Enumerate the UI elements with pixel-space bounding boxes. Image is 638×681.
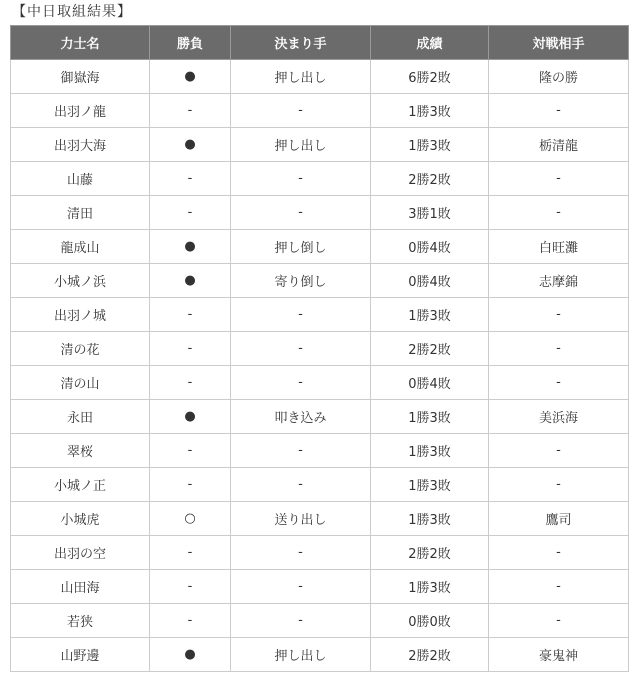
record-cell: 3勝1敗 — [371, 196, 489, 230]
table-row — [11, 298, 629, 332]
result-cell: ● — [150, 128, 231, 162]
result-cell: - — [150, 570, 231, 604]
kimarite-cell: 押し出し — [231, 128, 371, 162]
rikishi-name-cell: 清田 — [11, 196, 150, 230]
kimarite-cell: 押し出し — [231, 638, 371, 672]
opponent-cell: 白旺灘 — [489, 230, 629, 264]
result-cell: ● — [150, 230, 231, 264]
record-cell: 2勝2敗 — [371, 638, 489, 672]
opponent-cell: - — [489, 94, 629, 128]
rikishi-name-cell: 出羽ノ城 — [11, 298, 150, 332]
table-row — [11, 332, 629, 366]
table-row — [11, 60, 629, 94]
record-cell: 0勝4敗 — [371, 230, 489, 264]
kimarite-cell: 叩き込み — [231, 400, 371, 434]
kimarite-cell: - — [231, 162, 371, 196]
record-cell: 6勝2敗 — [371, 60, 489, 94]
opponent-cell: - — [489, 570, 629, 604]
result-cell: - — [150, 196, 231, 230]
header-result: 勝負 — [150, 26, 231, 60]
result-cell: - — [150, 366, 231, 400]
opponent-cell: - — [489, 434, 629, 468]
table-row — [11, 468, 629, 502]
record-cell: 0勝0敗 — [371, 604, 489, 638]
kimarite-cell: - — [231, 434, 371, 468]
rikishi-name-cell: 永田 — [11, 400, 150, 434]
opponent-cell: - — [489, 536, 629, 570]
result-cell: - — [150, 434, 231, 468]
kimarite-cell: - — [231, 366, 371, 400]
kimarite-cell: - — [231, 570, 371, 604]
table-row — [11, 94, 629, 128]
table-row — [11, 196, 629, 230]
record-cell: 1勝3敗 — [371, 434, 489, 468]
kimarite-cell: - — [231, 604, 371, 638]
rikishi-name-cell: 清の山 — [11, 366, 150, 400]
table-row — [11, 400, 629, 434]
result-cell: ● — [150, 60, 231, 94]
table-row — [11, 570, 629, 604]
rikishi-name-cell: 御嶽海 — [11, 60, 150, 94]
table-row — [11, 536, 629, 570]
opponent-cell: - — [489, 162, 629, 196]
table-row — [11, 128, 629, 162]
rikishi-name-cell: 山田海 — [11, 570, 150, 604]
rikishi-name-cell: 翠桜 — [11, 434, 150, 468]
rikishi-name-cell: 龍成山 — [11, 230, 150, 264]
result-cell: - — [150, 162, 231, 196]
rikishi-name-cell: 山藤 — [11, 162, 150, 196]
rikishi-name-cell: 小城ノ正 — [11, 468, 150, 502]
result-cell: ● — [150, 638, 231, 672]
kimarite-cell: - — [231, 298, 371, 332]
opponent-cell: - — [489, 468, 629, 502]
record-cell: 1勝3敗 — [371, 400, 489, 434]
result-cell: - — [150, 468, 231, 502]
rikishi-name-cell: 小城ノ浜 — [11, 264, 150, 298]
kimarite-cell: 送り出し — [231, 502, 371, 536]
result-cell: - — [150, 536, 231, 570]
table-row — [11, 264, 629, 298]
kimarite-cell: - — [231, 468, 371, 502]
kimarite-cell: - — [231, 94, 371, 128]
table-row — [11, 162, 629, 196]
record-cell: 2勝2敗 — [371, 332, 489, 366]
opponent-cell: 志摩錦 — [489, 264, 629, 298]
table-row — [11, 230, 629, 264]
opponent-cell: 美浜海 — [489, 400, 629, 434]
result-cell: ● — [150, 400, 231, 434]
table-header-row — [11, 26, 629, 60]
record-cell: 0勝4敗 — [371, 264, 489, 298]
result-cell: ● — [150, 264, 231, 298]
table-row — [11, 434, 629, 468]
record-cell: 1勝3敗 — [371, 298, 489, 332]
kimarite-cell: 寄り倒し — [231, 264, 371, 298]
rikishi-name-cell: 出羽ノ龍 — [11, 94, 150, 128]
opponent-cell: - — [489, 298, 629, 332]
rikishi-name-cell: 小城虎 — [11, 502, 150, 536]
record-cell: 0勝4敗 — [371, 366, 489, 400]
record-cell: 1勝3敗 — [371, 570, 489, 604]
result-cell: - — [150, 332, 231, 366]
record-cell: 1勝3敗 — [371, 128, 489, 162]
kimarite-cell: - — [231, 196, 371, 230]
header-rikishi-name: 力士名 — [11, 26, 150, 60]
rikishi-name-cell: 出羽の空 — [11, 536, 150, 570]
header-kimarite: 決まり手 — [231, 26, 371, 60]
kimarite-cell: - — [231, 536, 371, 570]
rikishi-name-cell: 若狭 — [11, 604, 150, 638]
result-cell: - — [150, 94, 231, 128]
opponent-cell: - — [489, 196, 629, 230]
opponent-cell: 豪鬼神 — [489, 638, 629, 672]
record-cell: 2勝2敗 — [371, 162, 489, 196]
opponent-cell: - — [489, 366, 629, 400]
header-record: 成績 — [371, 26, 489, 60]
table-row — [11, 638, 629, 672]
result-cell: ○ — [150, 502, 231, 536]
opponent-cell: 鷹司 — [489, 502, 629, 536]
kimarite-cell: 押し倒し — [231, 230, 371, 264]
kimarite-cell: - — [231, 332, 371, 366]
rikishi-name-cell: 出羽大海 — [11, 128, 150, 162]
rikishi-name-cell: 清の花 — [11, 332, 150, 366]
table-row — [11, 604, 629, 638]
header-opponent: 対戦相手 — [489, 26, 629, 60]
opponent-cell: 隆の勝 — [489, 60, 629, 94]
table-row — [11, 366, 629, 400]
record-cell: 1勝3敗 — [371, 502, 489, 536]
opponent-cell: 栃清龍 — [489, 128, 629, 162]
record-cell: 2勝2敗 — [371, 536, 489, 570]
page-title: 【中日取組結果】 — [12, 4, 132, 20]
result-cell: - — [150, 298, 231, 332]
opponent-cell: - — [489, 332, 629, 366]
kimarite-cell: 押し出し — [231, 60, 371, 94]
record-cell: 1勝3敗 — [371, 94, 489, 128]
table-row — [11, 502, 629, 536]
opponent-cell: - — [489, 604, 629, 638]
rikishi-name-cell: 山野邊 — [11, 638, 150, 672]
results-table — [10, 25, 629, 672]
record-cell: 1勝3敗 — [371, 468, 489, 502]
result-cell: - — [150, 604, 231, 638]
